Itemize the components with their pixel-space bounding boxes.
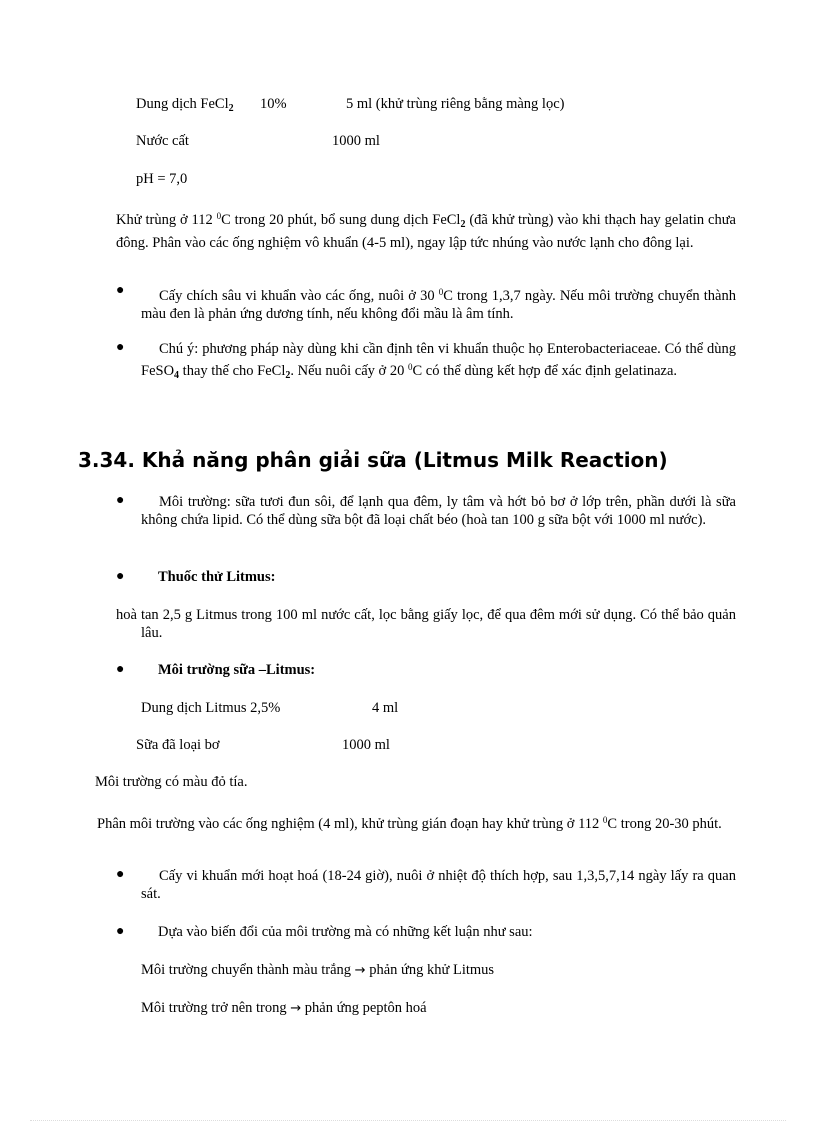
conclusion-condition: Môi trường chuyển thành màu trắng: [141, 962, 352, 978]
bullet-icon: ●: [116, 924, 125, 939]
conclusion-result: phản ứng peptôn hoá: [304, 1000, 427, 1016]
water-label: Nước cất: [136, 133, 189, 149]
conclusion-intro: Dựa vào biến đổi của môi trường mà có những kết luận như sau:: [158, 924, 533, 940]
incubation-bullet-text: Cấy chích sâu vi khuẩn vào các ống, nuôi ở 30 $^0$C trong 1,3,7 ngày. Nếu môi trường chuyển thành màu đen là phản ứng dương tính, nếu không đổi mầu là âm tính.: [141, 287, 736, 322]
conclusion-result: phản ứng khử Litmus: [369, 962, 495, 978]
fecl2-amount: 5 ml (khử trùng riêng bằng màng lọc): [346, 96, 565, 112]
litmus-milk-title: Môi trường sữa –Litmus:: [158, 662, 316, 678]
section-heading: 3.34. Khả năng phân giải sữa (Litmus Milk Reaction): [78, 448, 668, 472]
bullet-icon: ●: [116, 867, 125, 882]
ph-value: pH = 7,0: [136, 171, 188, 187]
fecl2-label: Dung dịch FeCl$_2$: [136, 96, 234, 114]
sterilize-paragraph: Khử trùng ở 112 $^0$C trong 20 phút, bổ sung dung dịch FeCl$_2$ (đã khử trùng) vào khi thạch hay gelatin chưa đông. Phân vào các ống nghiệm vô khuẩn (4-5 ml), ngay lập tức nhúng vào nước lạnh cho đông lại.: [116, 211, 736, 251]
litmus-amount: 4 ml: [372, 700, 399, 716]
milk-amount: 1000 ml: [342, 737, 390, 753]
bullet-icon: ●: [116, 493, 125, 508]
water-amount: 1000 ml: [332, 133, 380, 149]
conclusion-condition: Môi trường trở nên trong: [141, 1000, 287, 1016]
bullet-icon: ●: [116, 569, 125, 584]
arrow-right-icon: →: [354, 963, 366, 978]
culture-bullet-text: Cấy vi khuẩn mới hoạt hoá (18-24 giờ), nuôi ở nhiệt độ thích hợp, sau 1,3,5,7,14 ngày lấy ra quan sát.: [141, 868, 736, 902]
arrow-right-icon: →: [290, 1001, 302, 1016]
bullet-icon: ●: [116, 340, 125, 355]
dispense-paragraph: Phân môi trường vào các ống nghiệm (4 ml), khử trùng gián đoạn hay khử trùng ở 112 $^0$C trong 20-30 phút.: [97, 815, 722, 832]
reagent-title: Thuốc thử Litmus:: [158, 569, 276, 585]
litmus-label: Dung dịch Litmus 2,5%: [141, 700, 281, 716]
fecl2-row: [136, 96, 234, 114]
conclusion-row: [141, 962, 494, 979]
bullet-icon: ●: [116, 283, 125, 298]
page-bottom-divider: [30, 1120, 786, 1121]
bullet-icon: ●: [116, 662, 125, 677]
reagent-paragraph: hoà tan 2,5 g Litmus trong 100 ml nước cất, lọc bằng giấy lọc, để qua đêm mới sử dụng. Có thể bảo quản lâu.: [116, 607, 736, 641]
medium-bullet-text: Môi trường: sữa tươi đun sôi, để lạnh qua đêm, ly tâm và hớt bỏ bơ ở lớp trên, phần dưới là sữa không chứa lipid. Có thể dùng sữa bột đã loại chất béo (hoà tan 100 g sữa bột với 1000 ml nước).: [141, 494, 736, 528]
color-note: Môi trường có màu đỏ tía.: [95, 774, 248, 790]
conclusion-row: [141, 1000, 427, 1017]
note-bullet-text: Chú ý: phương pháp này dùng khi cần định tên vi khuẩn thuộc họ Enterobacteriaceae. Có thể dùng FeSO$_4$ thay thế cho FeCl$_2$. Nếu nuôi cấy ở 20 $^0$C có thể dùng kết hợp để xác định gelatinaza.: [141, 341, 736, 381]
fecl2-percent: 10%: [260, 96, 287, 112]
milk-label: Sữa đã loại bơ: [136, 737, 220, 753]
